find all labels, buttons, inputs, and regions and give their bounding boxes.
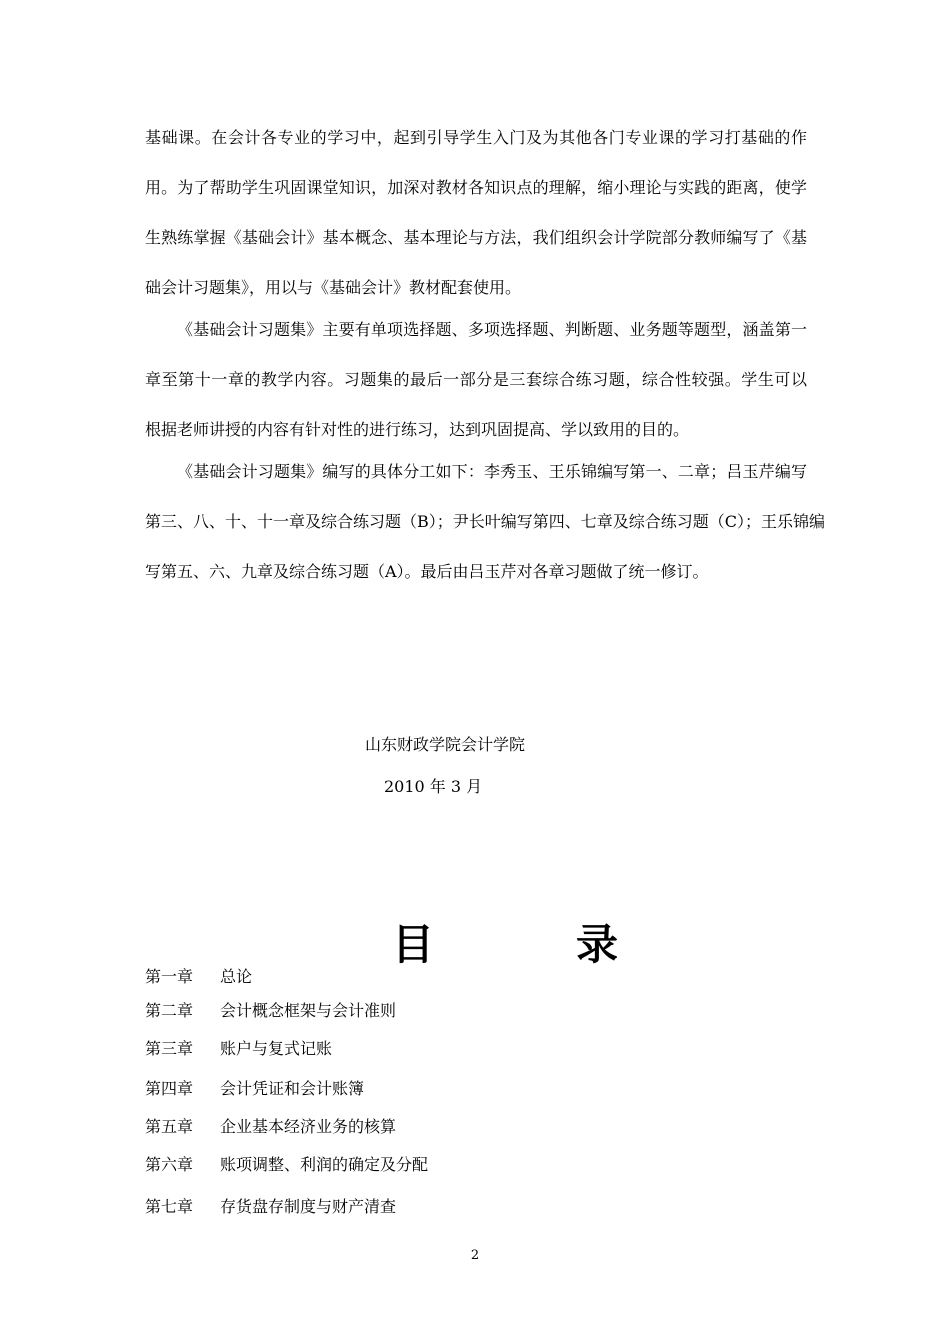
- toc-chapter: 第二章: [145, 1001, 194, 1020]
- preface-line: 《基础会计习题集》主要有单项选择题、多项选择题、判断题、业务题等题型，涵盖第一: [177, 320, 807, 339]
- toc-chapter-title: 企业基本经济业务的核算: [220, 1117, 397, 1136]
- toc-entry[interactable]: [145, 1155, 428, 1175]
- toc-entry[interactable]: [145, 1197, 396, 1217]
- preface-line: 章至第十一章的教学内容。习题集的最后一部分是三套综合练习题，综合性较强。学生可以: [145, 370, 807, 389]
- toc-title: [0, 912, 950, 969]
- toc-entry[interactable]: [145, 967, 252, 987]
- toc-chapter: 第六章: [145, 1155, 194, 1174]
- toc-chapter: 第七章: [145, 1197, 194, 1216]
- preface-line: 《基础会计习题集》编写的具体分工如下：李秀玉、王乐锦编写第一、二章；吕玉芹编写: [177, 462, 807, 481]
- toc-title-left: 目: [392, 920, 435, 969]
- toc-entry[interactable]: [145, 1039, 332, 1059]
- preface-line: 础会计习题集》，用以与《基础会计》教材配套使用。: [145, 278, 522, 297]
- toc-title-right: 录: [576, 920, 619, 969]
- toc-chapter-title: 账户与复式记账: [220, 1039, 333, 1058]
- toc-chapter: 第一章: [145, 967, 194, 986]
- toc-entry[interactable]: [145, 1117, 396, 1137]
- toc-chapter-title: 会计凭证和会计账簿: [220, 1079, 365, 1098]
- toc-chapter-title: 账项调整、利润的确定及分配: [220, 1155, 429, 1174]
- toc-chapter: 第五章: [145, 1117, 194, 1136]
- toc-chapter-title: 存货盘存制度与财产清查: [220, 1197, 397, 1216]
- preface-line: 写第五、六、九章及综合练习题（A）。最后由吕玉芹对各章习题做了统一修订。: [145, 562, 709, 581]
- signature-date: 2010 年 3 月: [384, 777, 483, 796]
- preface-line: 基础课。在会计各专业的学习中，起到引导学生入门及为其他各门专业课的学习打基础的作: [145, 128, 807, 147]
- toc-chapter: 第三章: [145, 1039, 194, 1058]
- page-number: 2: [470, 1248, 480, 1263]
- toc-entry[interactable]: [145, 1079, 364, 1099]
- toc-chapter-title: 会计概念框架与会计准则: [220, 1001, 397, 1020]
- preface-line: 第三、八、十、十一章及综合练习题（B）；尹长叶编写第四、七章及综合练习题（C）；王乐锦编: [145, 512, 826, 531]
- signature-organization: 山东财政学院会计学院: [365, 735, 526, 754]
- toc-chapter: 第四章: [145, 1079, 194, 1098]
- preface-line: 根据老师讲授的内容有针对性的进行练习，达到巩固提高、学以致用的目的。: [145, 420, 690, 439]
- toc-entry[interactable]: [145, 1001, 396, 1021]
- preface-line: 用。为了帮助学生巩固课堂知识，加深对教材各知识点的理解，缩小理论与实践的距离，使学: [145, 178, 807, 197]
- preface-line: 生熟练掌握《基础会计》基本概念、基本理论与方法，我们组织会计学院部分教师编写了《基: [145, 228, 807, 247]
- toc-chapter-title: 总论: [220, 967, 253, 986]
